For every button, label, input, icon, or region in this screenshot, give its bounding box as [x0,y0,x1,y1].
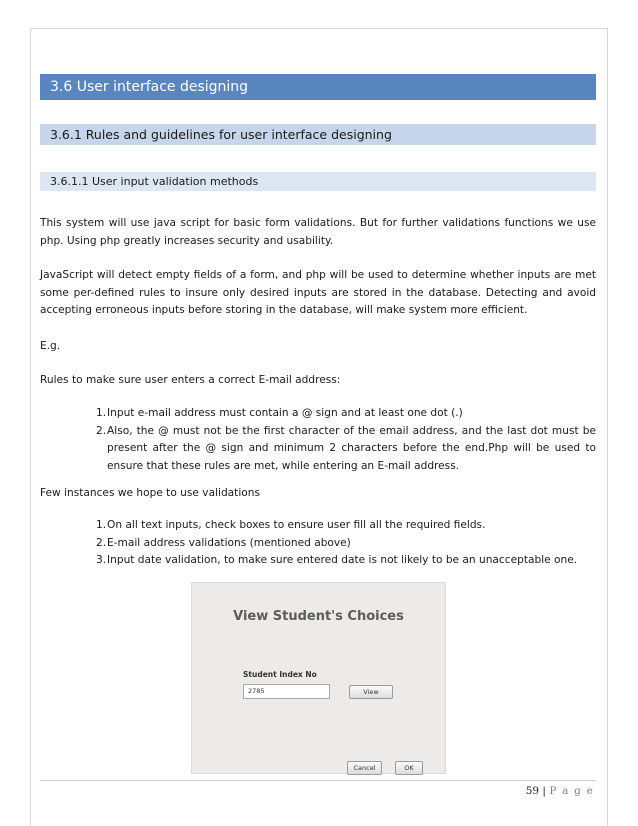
list-item: 2. Also, the @ must not be the first character of the email address, and the last dot must be present after the @ sign and minimum 2 characters before the end.Php will be used to ensure that these rules are met, while entering an E-mail address. [96,424,596,472]
cancel-button[interactable]: Cancel [347,761,382,775]
screenshot-figure [191,582,446,774]
subsubsection-heading: 3.6.1.1 User input validation methods [40,172,596,191]
ok-button[interactable]: OK [395,761,423,775]
page-word: P a g e [549,785,594,797]
page-footer [526,785,594,797]
page-number: 59 [525,785,540,797]
list-item: 1. Input e-mail address must contain a @ sign and at least one dot (.) [96,407,463,419]
list-item: 1. On all text inputs, check boxes to ensure user fill all the required fields. [96,519,486,531]
subsection-heading: 3.6.1 Rules and guidelines for user interface designing [40,124,596,145]
footer-divider [40,780,596,781]
dialog-title: View Student's Choices [233,609,404,624]
student-index-input[interactable]: 2785 [243,684,330,699]
footer-separator: | [539,785,550,797]
list-item: 2. E-mail address validations (mentioned above) [96,536,351,549]
validation-instances-list [96,517,596,570]
view-button[interactable]: View [349,685,393,699]
paragraph-intro: This system will use java script for basic form validations. But for further validations functions we use php. Using php greatly increases security and usability. [40,217,596,247]
paragraph-instances: Few instances we hope to use validations [40,487,260,499]
student-index-label: Student Index No [243,670,317,679]
section-heading: 3.6 User interface designing [40,74,596,100]
email-rules-list [96,405,596,475]
list-item: 3. Input date validation, to make sure entered date is not likely to be an unacceptable one. [96,554,578,566]
paragraph-email-rules: Rules to make sure user enters a correct E-mail address: [40,374,341,386]
paragraph-javascript: JavaScript will detect empty fields of a form, and php will be used to determine whether inputs are met some per-defined rules to insure only desired inputs are stored in the database. Detecting and avoid accepting erroneous inputs before storing in the database, will make system more efficient. [40,269,596,316]
paragraph-eg: E.g. [40,340,61,352]
